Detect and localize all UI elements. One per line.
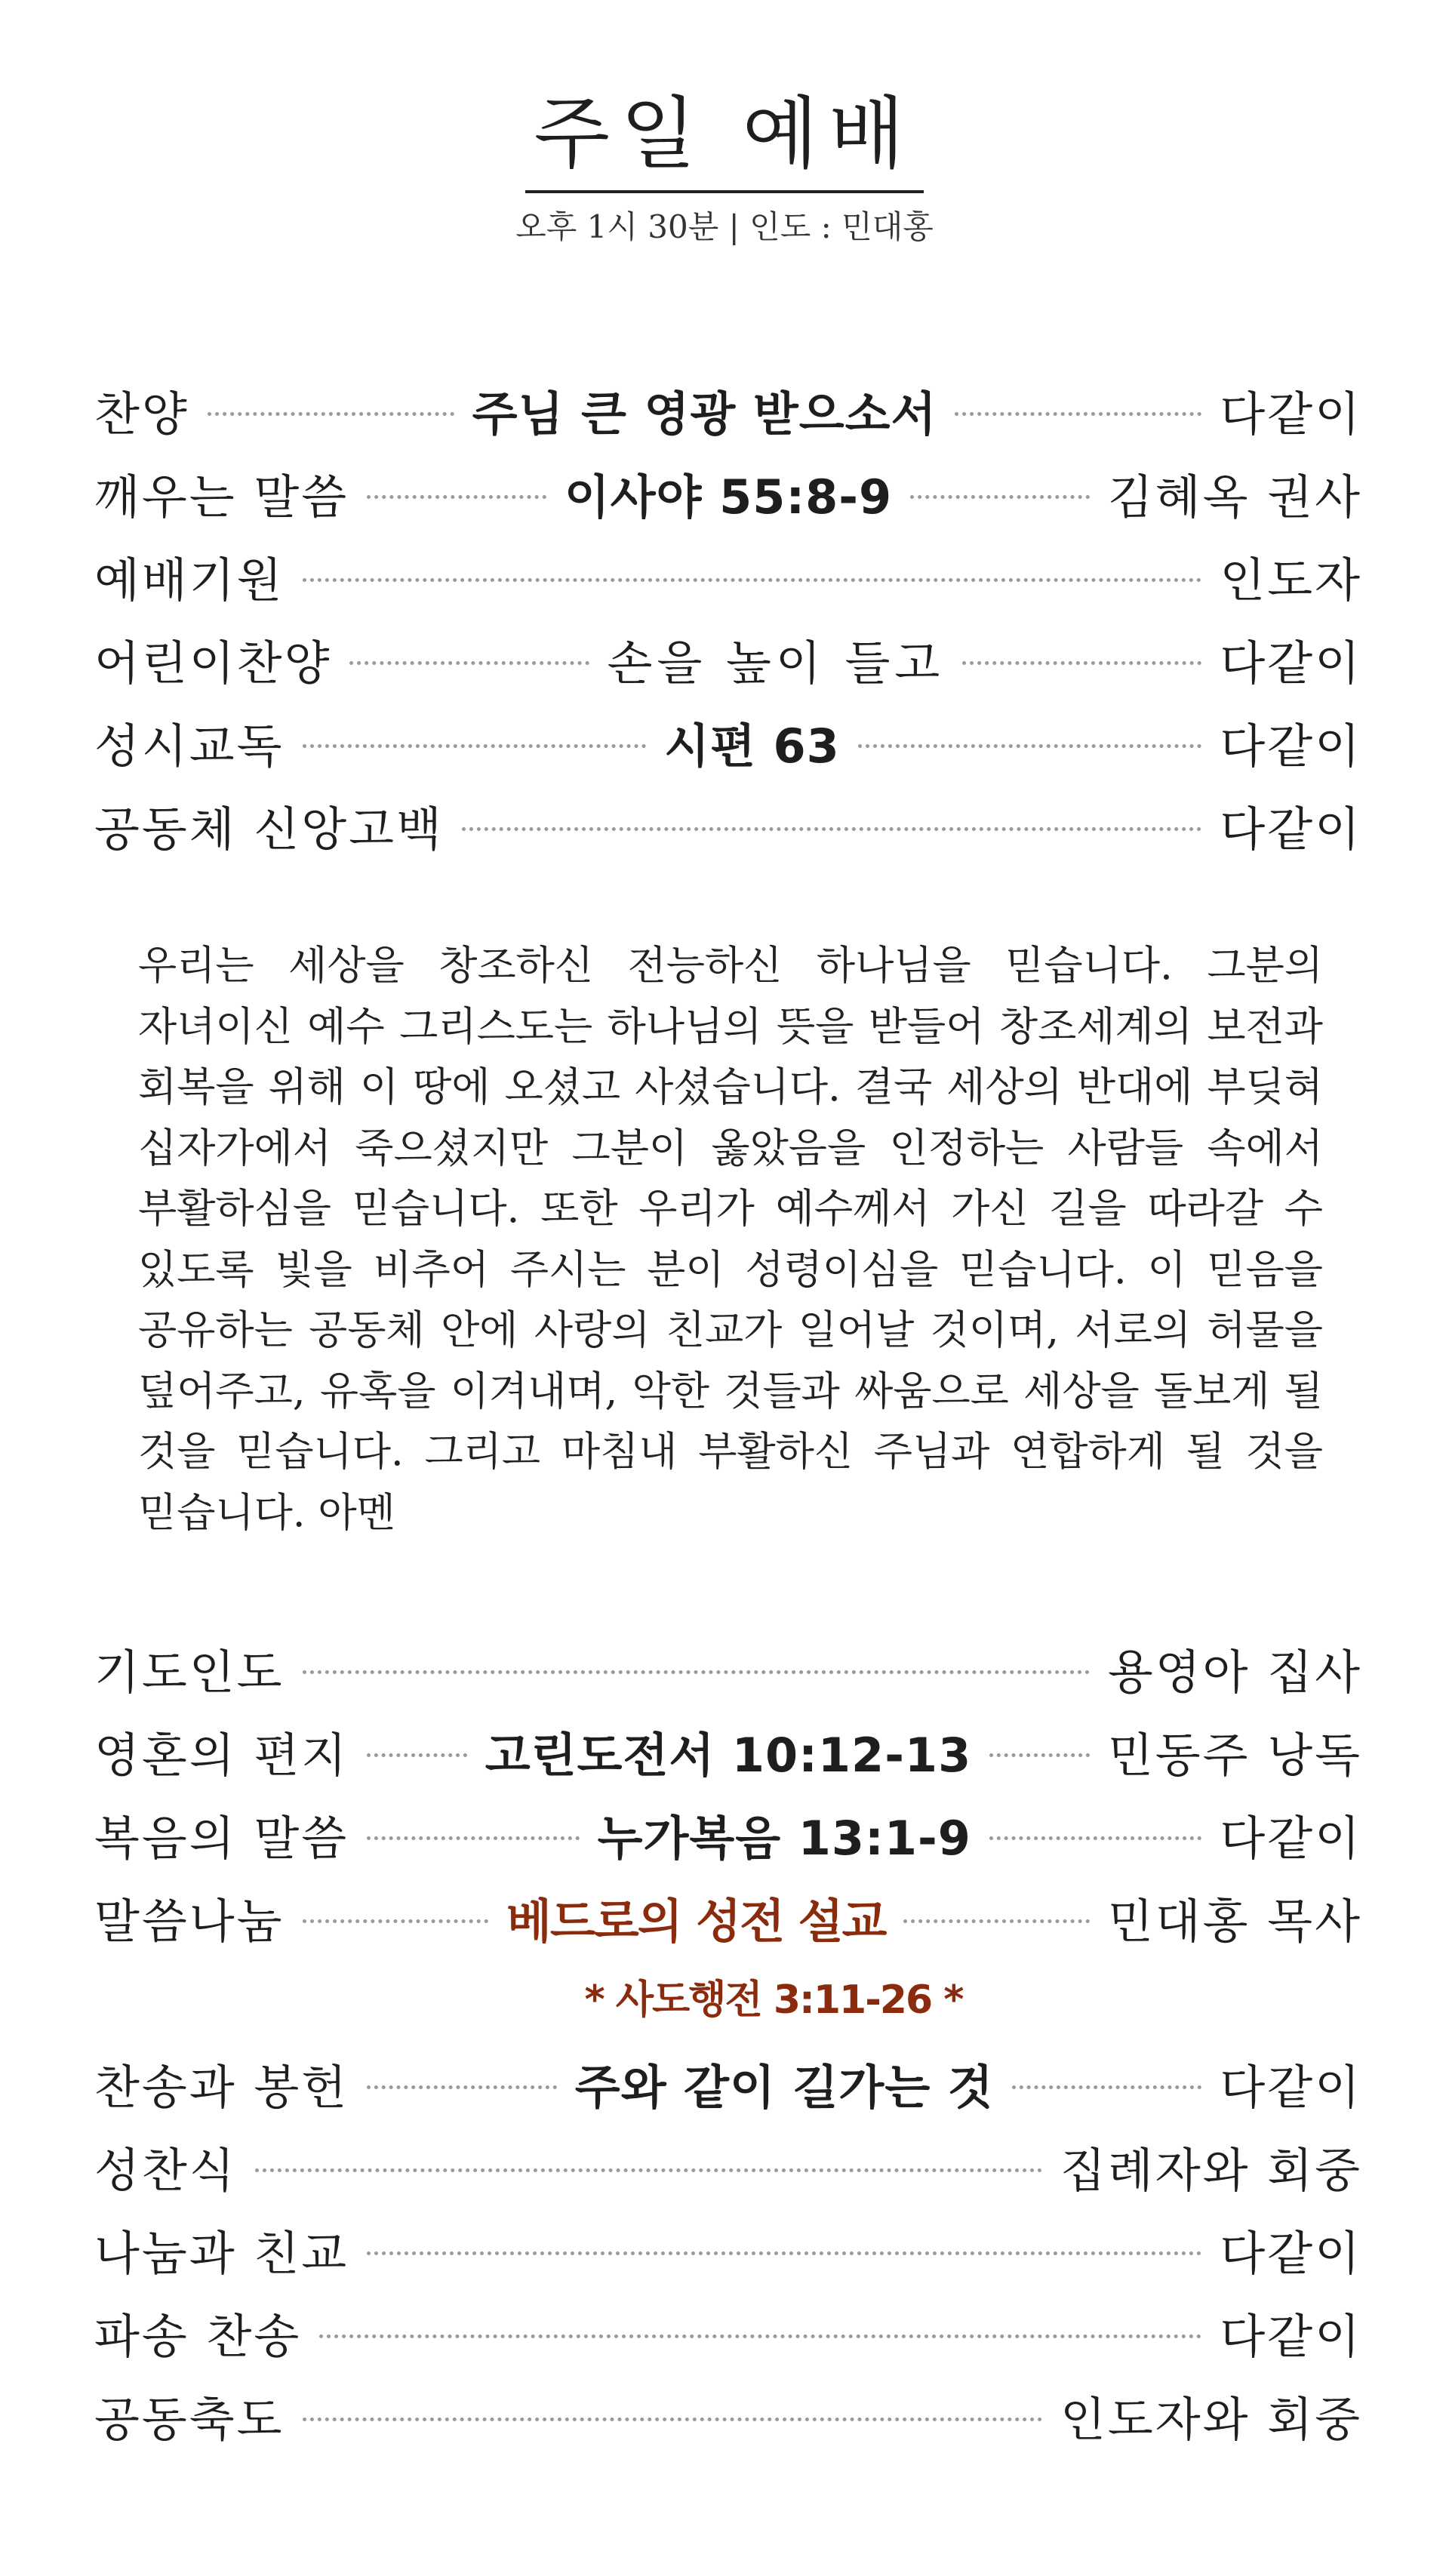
dot-leader — [955, 412, 1201, 416]
order-label: 기도인도 — [94, 1644, 285, 1700]
dot-leader — [255, 2168, 1042, 2172]
service-info: 오후 1시 30분 | 인도 : 민대홍 — [515, 208, 934, 246]
order-leader: 다같이 — [1220, 2225, 1362, 2281]
order-row-confession — [94, 783, 1362, 866]
order-row-invocation — [94, 534, 1362, 617]
dot-leader — [910, 495, 1090, 499]
order-leader: 집례자와 회중 — [1060, 2142, 1362, 2198]
order-row-gospel — [94, 1793, 1362, 1876]
dot-leader — [367, 1836, 579, 1840]
dot-leader — [303, 2418, 1042, 2421]
order-leader: 민동주 낭독 — [1107, 1727, 1363, 1783]
order-label: 성시교독 — [94, 718, 285, 774]
order-of-worship-bottom — [94, 1627, 1362, 2457]
order-leader: 다같이 — [1220, 635, 1362, 691]
order-item-title: 이사야 55:8-9 — [564, 469, 893, 525]
order-label: 복음의 말씀 — [94, 1810, 349, 1866]
dot-leader — [208, 412, 454, 416]
order-label: 말씀나눔 — [94, 1893, 285, 1949]
dot-leader — [367, 1753, 467, 1757]
dot-leader — [367, 495, 546, 499]
order-row-communion — [94, 2125, 1362, 2208]
order-label: 공동축도 — [94, 2391, 285, 2447]
order-of-worship-top — [94, 368, 1362, 866]
order-leader: 다같이 — [1220, 718, 1363, 774]
order-row-sermon — [94, 1876, 1362, 1959]
order-item-title: 주님 큰 영광 받으소서 — [472, 386, 937, 442]
order-label: 공동체 신앙고백 — [94, 801, 444, 857]
dot-leader — [962, 661, 1201, 665]
order-item-title: 손을 높이 들고 — [607, 635, 945, 691]
dot-leader — [367, 2085, 557, 2089]
order-label: 찬송과 봉헌 — [94, 2059, 349, 2115]
dot-leader — [349, 661, 589, 665]
order-label: 영혼의 편지 — [94, 1727, 349, 1783]
order-row-waking-word — [94, 451, 1362, 534]
order-label: 찬양 — [94, 386, 189, 442]
dot-leader — [903, 1919, 1089, 1923]
order-row-responsive-reading — [94, 700, 1362, 783]
order-row-letter — [94, 1710, 1362, 1793]
bulletin-header — [0, 88, 1449, 248]
order-row-fellowship — [94, 2208, 1362, 2291]
order-leader: 다같이 — [1220, 1810, 1363, 1866]
dot-leader — [858, 744, 1202, 748]
order-label: 파송 찬송 — [94, 2308, 302, 2364]
order-leader: 인도자와 회중 — [1060, 2391, 1362, 2447]
order-item-title: 고린도전서 10:12-13 — [485, 1727, 972, 1783]
order-leader: 다같이 — [1220, 2059, 1363, 2115]
order-leader: 인도자 — [1220, 552, 1362, 608]
dot-leader — [462, 827, 1201, 831]
order-label: 성찬식 — [94, 2142, 237, 2198]
order-leader: 김혜옥 권사 — [1107, 469, 1363, 525]
order-row-prayer — [94, 1627, 1362, 1710]
order-row-praise — [94, 368, 1362, 451]
dot-leader — [319, 2334, 1201, 2338]
sermon-title: 베드로의 성전 설교 — [506, 1893, 886, 1949]
dot-leader — [303, 744, 647, 748]
order-row-children-praise — [94, 617, 1362, 700]
dot-leader — [303, 1919, 488, 1923]
order-leader: 다같이 — [1220, 2308, 1362, 2364]
order-leader: 다같이 — [1220, 386, 1362, 442]
order-label: 예배기원 — [94, 552, 285, 608]
dot-leader — [1012, 2085, 1202, 2089]
order-leader: 용영아 집사 — [1107, 1644, 1362, 1700]
order-row-benediction — [94, 2374, 1362, 2457]
dot-leader — [989, 1836, 1201, 1840]
order-leader: 민대홍 목사 — [1107, 1893, 1362, 1949]
dot-leader — [989, 1753, 1090, 1757]
order-item-title: 주와 같이 길가는 것 — [574, 2059, 994, 2115]
order-leader: 다같이 — [1220, 801, 1362, 857]
order-item-title: 시편 63 — [664, 718, 840, 774]
dot-leader — [303, 1670, 1090, 1674]
dot-leader — [303, 578, 1202, 582]
order-item-title: 누가복음 13:1-9 — [597, 1810, 971, 1866]
order-row-sending-hymn — [94, 2291, 1362, 2374]
order-label: 나눔과 친교 — [94, 2225, 349, 2281]
dot-leader — [367, 2251, 1201, 2255]
creed-text: 우리는 세상을 창조하신 전능하신 하나님을 믿습니다. 그분의 자녀이신 예수 그리스도는 하나님의 뜻을 받들어 창조세계의 보전과 회복을 위해 이 땅에 오셨고 사셨습니다. 결국 세상의 반대에 부딪혀 십자가에서 죽으셨지만 그분이 옳았음을 인정하는 사람들 속에서 부활하심을 믿습니다. 또한 우리가 예수께서 가신 길을 따라갈 수 있도록 빛을 비추어 주시는 분이 성령이심을 믿습니다. 이 믿음을 공유하는 공동체 안에 사랑의 친교가 일어날 것이며, 서로의 허물을 덮어주고, 유혹을 이겨내며, 악한 것들과 싸움으로 세상을 돌보게 될 것을 믿습니다. 그리고 마침내 부활하신 주님과 연합하게 될 것을 믿습니다. 아멘 — [138, 943, 1323, 1536]
page-title: 주일 예배 — [525, 91, 924, 193]
order-label: 깨우는 말씀 — [94, 469, 349, 525]
order-row-hymn-offering — [94, 2042, 1362, 2125]
order-label: 어린이찬양 — [94, 635, 332, 691]
sermon-scripture-reference: * 사도행전 3:11-26 * — [584, 1977, 963, 2023]
